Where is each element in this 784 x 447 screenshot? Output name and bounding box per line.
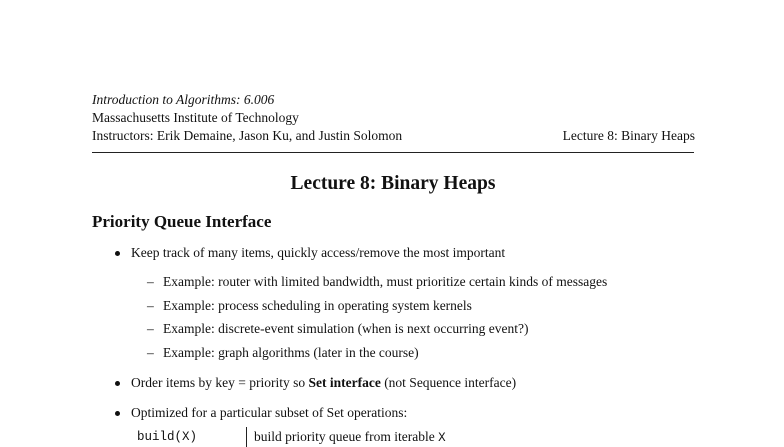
instructors-line: Instructors: Erik Demaine, Jason Ku, and Justin Solomon — [92, 128, 403, 143]
dash-icon: – — [147, 345, 154, 360]
operation-name: build(X) — [137, 430, 198, 444]
bullet-text: Order items by key = priority so — [131, 375, 309, 390]
sub-list-item: Example: discrete-event simulation (when is next occurring event?) — [163, 321, 529, 336]
dash-icon: – — [147, 298, 154, 313]
bullet-icon — [115, 411, 120, 416]
dash-icon: – — [147, 274, 154, 289]
bullet-icon — [115, 381, 120, 386]
bullet-text: (not Sequence interface) — [380, 375, 517, 390]
section-heading: Priority Queue Interface — [92, 212, 272, 231]
lecture-tag: Lecture 8: Binary Heaps — [562, 128, 695, 143]
sub-list-item: Example: process scheduling in operating system kernels — [163, 298, 472, 313]
bullet-item: Keep track of many items, quickly access/remove the most important — [131, 245, 506, 260]
bullet-item — [131, 375, 516, 391]
header-rule — [92, 152, 694, 153]
operation-description — [254, 429, 446, 446]
bold-term: Set interface — [308, 375, 381, 390]
sub-list-item: Example: graph algorithms (later in the course) — [163, 345, 419, 360]
bullet-icon — [115, 251, 120, 256]
course-title: Introduction to Algorithms: 6.006 — [92, 92, 275, 107]
sub-list-item: Example: router with limited bandwidth, must prioritize certain kinds of messages — [163, 274, 608, 289]
description-variable: X — [438, 431, 446, 445]
page-title: Lecture 8: Binary Heaps — [290, 173, 496, 194]
dash-icon: – — [147, 321, 154, 336]
institution-name: Massachusetts Institute of Technology — [92, 110, 299, 125]
description-text: build priority queue from iterable — [254, 429, 439, 444]
table-divider — [246, 427, 247, 447]
bullet-item: Optimized for a particular subset of Set operations: — [131, 405, 408, 420]
